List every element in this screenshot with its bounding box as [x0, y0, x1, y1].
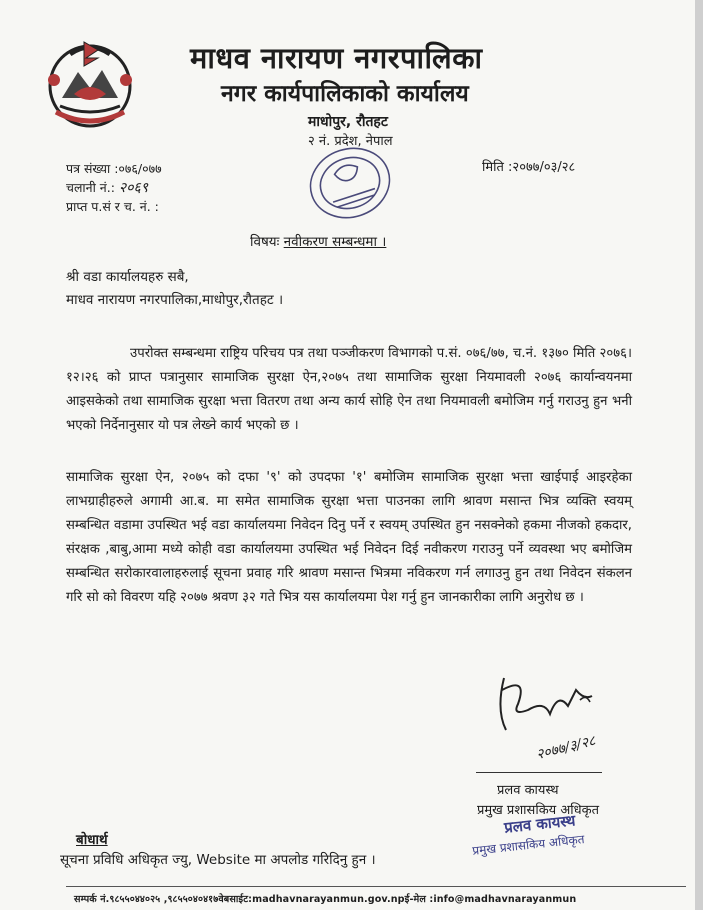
dispatch-value: २०६९	[118, 180, 149, 196]
received-number: प्राप्त प.सं र च. नं. :	[66, 199, 159, 214]
municipality-title: माधव नारायण नगरपालिका	[190, 41, 483, 75]
subject-line	[250, 232, 386, 250]
subject-text: नवीकरण सम्बन्धमा ।	[283, 234, 387, 250]
cc-heading: बोधार्थ	[76, 832, 108, 848]
nepal-emblem-logo	[40, 36, 140, 132]
body-paragraph-2: सामाजिक सुरक्षा ऐन, २०७५ को दफा '९' को उपदफा '१' बमोजिम सामाजिक सुरक्षा भत्ता खाईपाई आइरहेका लाभग्राहीहरुले अगामी आ.ब. मा समेत सामाजिक सुरक्षा भत्ता पाउनका लागि श्रावण मसान्त भित्र व्यक्ति स्वयम् सम्बन्धित वडामा उपस्थित भई वडा कार्यालयमा निवेदन दिनु पर्ने र स्वयम् उपस्थित हुन नसक्नेको हकमा नीजको हकदार, संरक्षक ,बाबु,आमा मध्ये कोही वडा कार्यालयमा उपस्थित भई निवेदन दिई नवीकरण गराउनु पर्ने व्यवस्था भए बमोजिम सम्बन्धित सरोकारवालाहरुलाई सूचना प्रवाह गरि श्रावण मसान्त भित्रमा नविकरण गर्न लगाउनु हुन तथा निवेदन संकलन गरि सो को विवरण यहि २०७७ श्रवण ३२ गते भित्र यस कार्यालयमा पेश गर्नु हुन जानकारीका लागि अनुरोध छ ।	[66, 470, 632, 605]
officer-stamp	[466, 812, 626, 868]
cc-text: सूचना प्रविधि अधिकृत ज्यु, Website मा अपलोड गरिदिनु हुन ।	[60, 852, 376, 868]
dispatch-label: चलानी नं.:	[66, 180, 115, 195]
address-line-1: माधोपुर, रौतहट	[308, 114, 388, 130]
letter-number: पत्र संख्या :०७६/०७७	[66, 161, 162, 176]
subject-label: विषयः	[250, 234, 280, 250]
stamp-title: प्रमुख प्रशासकिय अधिकृत	[471, 832, 586, 858]
footer-divider	[66, 886, 686, 887]
signature-line	[476, 772, 602, 773]
signatory-name: प्रलव कायस्थ	[497, 783, 559, 798]
letter-date: मिति :२०७७/०३/२८	[482, 160, 576, 175]
signature-date: २०७७/३/२८	[534, 732, 598, 764]
stamp-name: प्रलव कायस्थ	[503, 811, 577, 837]
dispatch-number	[66, 178, 148, 197]
recipient-line-1: श्री वडा कार्यालयहरु सबै,	[66, 269, 189, 285]
office-round-seal	[298, 140, 402, 226]
footer-contact: सम्पर्क नं.९८५५०४४०२५ ,९८५५०४०४१७वेबसाईट:madhavnarayanmun.gov.npई-मेल :info@madhavnarayanmun	[74, 894, 577, 905]
address-line-2: २ नं. प्रदेश, नेपाल	[308, 134, 393, 149]
page-edge-shadow	[695, 0, 703, 910]
recipient-line-2: माधव नारायण नगरपालिका,माधोपुर,रौतहट ।	[66, 292, 284, 308]
handwritten-signature	[488, 670, 638, 770]
signatory-title: प्रमुख प्रशासकिय अधिकृत	[477, 803, 600, 818]
body-paragraph-1: उपरोक्त सम्बन्धमा राष्ट्रिय परिचय पत्र तथा पञ्जीकरण विभागको प.सं. ०७६/७७, च.नं. १३७० मिति २०७६।१२।२६ को प्राप्त पत्रानुसार सामाजिक सुरक्षा ऐन,२०७५ तथा सामाजिक सुरक्षा नियमावली २०७६ कार्यान्वयनमा आइसकेको तथा सामाजिक सुरक्षा भत्ता वितरण तथा अन्य कार्य सोहि ऐन तथा नियमावली बमोजिम गर्नु गराउनु हुन भनी भएको निर्देनानुसार यो पत्र लेख्ने कार्य भएको छ ।	[66, 346, 632, 433]
office-title: नगर कार्यपालिकाको कार्यालय	[221, 81, 469, 107]
